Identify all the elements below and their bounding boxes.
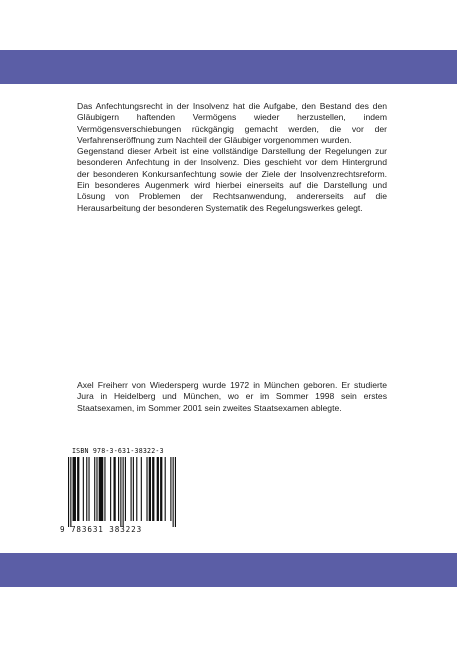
barcode-bar [83,457,84,521]
barcode-bar [118,457,119,521]
barcode-bar [175,457,176,527]
barcode-bar [113,457,115,521]
barcode-bar [86,457,87,521]
barcode-bars [68,457,176,527]
barcode-bar [170,457,171,521]
top-color-band [0,50,457,84]
barcode-bar [152,457,154,521]
author-bio [77,380,387,414]
barcode-bar [99,457,104,521]
barcode-bar [70,457,71,527]
barcode-bar [88,457,89,521]
barcode-bar [68,457,69,527]
barcode-bar [73,457,76,521]
barcode-bar [173,457,174,527]
isbn-label: ISBN 978-3-631-38322-3 [72,447,164,455]
barcode-bar [133,457,134,521]
book-blurb [77,101,387,214]
barcode-bar [131,457,132,521]
barcode-bar [77,457,79,521]
barcode-bar [120,457,121,527]
barcode-bar [136,457,137,521]
barcode-bar [104,457,105,521]
barcode-digits: 9 783631 383223 [60,525,143,534]
barcode-bar [141,457,142,521]
barcode-bar [96,457,97,521]
barcode-bar [157,457,159,521]
barcode-bar [149,457,151,521]
barcode-bar [125,457,126,521]
author-bio-text: Axel Freiherr von Wiedersperg wurde 1972 in München geboren. Er studierte Jura in Heidelberg und München, wo er im Sommer 1998 sein erstes Staatsexamen, im Sommer 2001 sein zweites Staatsexamen ablegte. [77,380,387,413]
barcode-bar [123,457,124,527]
blurb-paragraph-2: Gegenstand dieser Arbeit ist eine vollständige Darstellung der Regelungen zur besonderen Anfechtung in der Insolvenz. Dies geschieht vor dem Hintergrund der besonderen Konkursanfechtung sowie der Ziele der Insolvenzrechtsreform. Ein besonderes Augenmerk wird hierbei einerseits auf die Darstellung und Lösung von Problemen der Rechtsanwendung, andererseits auf die Herausarbeitung der besonderen Systematik des Regelungswerkes gelegt. [77,146,387,213]
barcode-bar [146,457,147,521]
barcode-bar [94,457,95,521]
isbn-barcode [60,447,184,535]
bottom-color-band [0,553,457,587]
barcode-bar [160,457,162,521]
blurb-paragraph-1: Das Anfechtungsrecht in der Insolvenz hat die Aufgabe, den Bestand des den Gläubigern haftenden Vermögens wieder herzustellen, indem Vermögensverschiebungen rückgängig gemacht werden, die vor der Verfahrenseröffnung zum Nachteil der Gläubiger vorgenommen wurden. [77,101,387,145]
barcode-bar [110,457,111,521]
barcode-bar [165,457,166,521]
